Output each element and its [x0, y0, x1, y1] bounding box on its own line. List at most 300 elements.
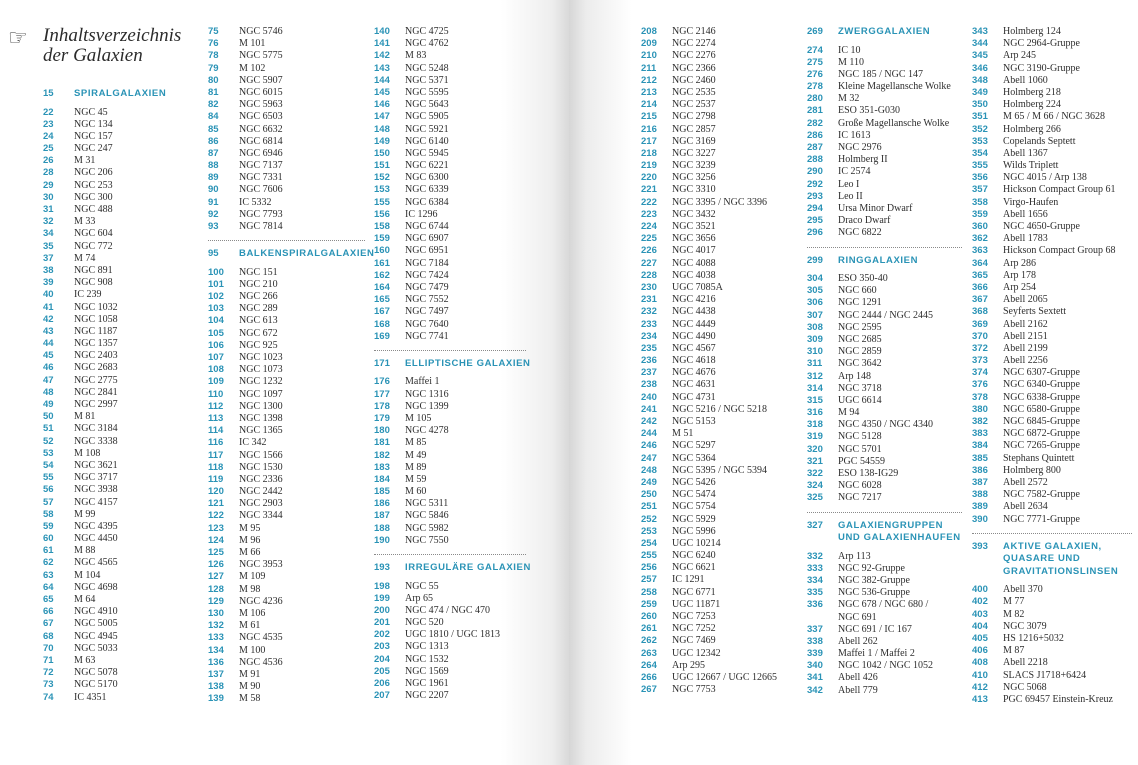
toc-entry[interactable]	[374, 160, 526, 172]
toc-entry[interactable]	[43, 228, 203, 240]
toc-entry[interactable]	[641, 148, 799, 160]
toc-entry[interactable]	[374, 498, 526, 510]
toc-entry[interactable]	[807, 142, 962, 154]
toc-entry[interactable]	[972, 184, 1132, 196]
toc-entry[interactable]	[374, 245, 526, 257]
toc-entry[interactable]	[641, 258, 799, 270]
toc-entry[interactable]	[641, 684, 799, 696]
toc-entry[interactable]	[807, 45, 962, 57]
toc-entry[interactable]	[208, 510, 365, 522]
toc-entry[interactable]	[972, 670, 1132, 682]
toc-entry[interactable]	[208, 26, 365, 38]
toc-entry[interactable]	[208, 172, 365, 184]
toc-entry[interactable]	[374, 654, 526, 666]
toc-entry[interactable]	[374, 331, 526, 343]
toc-entry[interactable]	[641, 672, 799, 684]
toc-entry[interactable]	[43, 155, 203, 167]
toc-entry[interactable]	[208, 209, 365, 221]
toc-entry[interactable]	[972, 50, 1132, 62]
toc-entry[interactable]	[208, 184, 365, 196]
toc-entry[interactable]	[374, 111, 526, 123]
toc-entry[interactable]	[972, 453, 1132, 465]
toc-entry[interactable]	[972, 645, 1132, 657]
toc-entry[interactable]	[208, 523, 365, 535]
toc-entry[interactable]	[208, 99, 365, 111]
toc-entry[interactable]	[374, 99, 526, 111]
toc-entry[interactable]	[43, 521, 203, 533]
toc-entry[interactable]	[43, 484, 203, 496]
toc-entry[interactable]	[972, 306, 1132, 318]
toc-entry[interactable]	[208, 148, 365, 160]
toc-entry[interactable]	[374, 605, 526, 617]
toc-entry[interactable]	[641, 160, 799, 172]
toc-entry[interactable]	[43, 606, 203, 618]
toc-entry[interactable]	[641, 538, 799, 550]
toc-entry[interactable]	[374, 425, 526, 437]
toc-entry[interactable]	[641, 331, 799, 343]
section-heading[interactable]	[208, 248, 375, 261]
toc-entry[interactable]	[972, 657, 1132, 669]
toc-entry[interactable]	[208, 681, 365, 693]
toc-entry[interactable]	[807, 118, 962, 130]
toc-entry[interactable]	[208, 620, 365, 632]
toc-entry[interactable]	[972, 136, 1132, 148]
toc-entry[interactable]	[807, 358, 962, 370]
toc-entry[interactable]	[374, 233, 526, 245]
toc-entry[interactable]	[972, 111, 1132, 123]
toc-entry[interactable]	[43, 533, 203, 545]
toc-entry[interactable]	[374, 413, 526, 425]
toc-entry[interactable]	[807, 383, 962, 395]
toc-entry[interactable]	[374, 437, 526, 449]
toc-entry[interactable]	[972, 609, 1132, 621]
toc-entry[interactable]	[972, 258, 1132, 270]
toc-entry[interactable]	[641, 416, 799, 428]
toc-entry[interactable]	[641, 355, 799, 367]
toc-entry[interactable]	[374, 197, 526, 209]
toc-entry[interactable]	[807, 310, 962, 322]
toc-entry[interactable]	[208, 75, 365, 87]
toc-entry[interactable]	[641, 379, 799, 391]
toc-entry[interactable]	[43, 667, 203, 679]
toc-entry[interactable]	[807, 468, 962, 480]
toc-entry[interactable]	[807, 431, 962, 443]
toc-entry[interactable]	[374, 474, 526, 486]
toc-entry[interactable]	[807, 81, 962, 93]
toc-entry[interactable]	[374, 510, 526, 522]
toc-entry[interactable]	[807, 612, 962, 624]
toc-entry[interactable]	[807, 57, 962, 69]
toc-entry[interactable]	[374, 376, 526, 388]
toc-entry[interactable]	[972, 26, 1132, 38]
toc-entry[interactable]	[972, 428, 1132, 440]
toc-entry[interactable]	[374, 690, 526, 702]
toc-entry[interactable]	[208, 124, 365, 136]
toc-entry[interactable]	[807, 371, 962, 383]
toc-entry[interactable]	[972, 514, 1132, 526]
toc-entry[interactable]	[641, 660, 799, 672]
toc-entry[interactable]	[43, 289, 203, 301]
toc-entry[interactable]	[972, 63, 1132, 75]
toc-entry[interactable]	[972, 404, 1132, 416]
toc-entry[interactable]	[641, 611, 799, 623]
toc-entry[interactable]	[641, 50, 799, 62]
toc-entry[interactable]	[972, 160, 1132, 172]
toc-entry[interactable]	[972, 172, 1132, 184]
toc-entry[interactable]	[641, 26, 799, 38]
toc-entry[interactable]	[807, 203, 962, 215]
toc-entry[interactable]	[641, 233, 799, 245]
toc-entry[interactable]	[374, 523, 526, 535]
toc-entry[interactable]	[208, 535, 365, 547]
toc-entry[interactable]	[972, 148, 1132, 160]
toc-entry[interactable]	[641, 221, 799, 233]
toc-entry[interactable]	[807, 636, 962, 648]
toc-entry[interactable]	[374, 401, 526, 413]
section-heading[interactable]	[43, 88, 203, 101]
toc-entry[interactable]	[807, 563, 962, 575]
toc-entry[interactable]	[43, 375, 203, 387]
toc-entry[interactable]	[208, 450, 365, 462]
toc-entry[interactable]	[972, 489, 1132, 501]
toc-entry[interactable]	[208, 584, 365, 596]
toc-entry[interactable]	[641, 599, 799, 611]
toc-entry[interactable]	[374, 270, 526, 282]
toc-entry[interactable]	[43, 448, 203, 460]
toc-entry[interactable]	[972, 392, 1132, 404]
toc-entry[interactable]	[807, 480, 962, 492]
toc-entry[interactable]	[807, 179, 962, 191]
toc-entry[interactable]	[208, 571, 365, 583]
toc-entry[interactable]	[972, 596, 1132, 608]
toc-entry[interactable]	[43, 131, 203, 143]
toc-entry[interactable]	[43, 570, 203, 582]
toc-entry[interactable]	[807, 69, 962, 81]
toc-entry[interactable]	[43, 362, 203, 374]
toc-entry[interactable]	[807, 407, 962, 419]
toc-entry[interactable]	[374, 535, 526, 547]
toc-entry[interactable]	[43, 423, 203, 435]
toc-entry[interactable]	[807, 624, 962, 636]
toc-entry[interactable]	[807, 456, 962, 468]
toc-entry[interactable]	[43, 655, 203, 667]
toc-entry[interactable]	[374, 617, 526, 629]
toc-entry[interactable]	[641, 136, 799, 148]
toc-entry[interactable]	[972, 465, 1132, 477]
toc-entry[interactable]	[208, 291, 365, 303]
toc-entry[interactable]	[972, 99, 1132, 111]
toc-entry[interactable]	[374, 294, 526, 306]
toc-entry[interactable]	[641, 75, 799, 87]
toc-entry[interactable]	[208, 498, 365, 510]
toc-entry[interactable]	[208, 474, 365, 486]
toc-entry[interactable]	[43, 618, 203, 630]
toc-entry[interactable]	[641, 111, 799, 123]
toc-entry[interactable]	[43, 411, 203, 423]
toc-entry[interactable]	[972, 209, 1132, 221]
toc-entry[interactable]	[43, 253, 203, 265]
toc-entry[interactable]	[807, 130, 962, 142]
toc-entry[interactable]	[807, 215, 962, 227]
toc-entry[interactable]	[641, 428, 799, 440]
toc-entry[interactable]	[208, 632, 365, 644]
toc-entry[interactable]	[43, 192, 203, 204]
toc-entry[interactable]	[641, 514, 799, 526]
toc-entry[interactable]	[641, 367, 799, 379]
toc-entry[interactable]	[374, 593, 526, 605]
toc-entry[interactable]	[972, 633, 1132, 645]
toc-entry[interactable]	[208, 413, 365, 425]
toc-entry[interactable]	[374, 629, 526, 641]
toc-entry[interactable]	[208, 389, 365, 401]
toc-entry[interactable]	[374, 38, 526, 50]
toc-entry[interactable]	[43, 497, 203, 509]
toc-entry[interactable]	[641, 87, 799, 99]
toc-entry[interactable]	[208, 559, 365, 571]
toc-entry[interactable]	[374, 666, 526, 678]
toc-entry[interactable]	[374, 389, 526, 401]
toc-entry[interactable]	[208, 669, 365, 681]
section-heading[interactable]	[374, 562, 531, 575]
toc-entry[interactable]	[807, 227, 962, 239]
toc-entry[interactable]	[641, 124, 799, 136]
toc-entry[interactable]	[807, 191, 962, 203]
toc-entry[interactable]	[807, 154, 962, 166]
toc-entry[interactable]	[641, 623, 799, 635]
toc-entry[interactable]	[641, 587, 799, 599]
toc-entry[interactable]	[641, 465, 799, 477]
toc-entry[interactable]	[972, 621, 1132, 633]
toc-entry[interactable]	[208, 425, 365, 437]
toc-entry[interactable]	[374, 258, 526, 270]
toc-entry[interactable]	[208, 303, 365, 315]
toc-entry[interactable]	[43, 399, 203, 411]
toc-entry[interactable]	[641, 343, 799, 355]
toc-entry[interactable]	[208, 657, 365, 669]
toc-entry[interactable]	[43, 436, 203, 448]
toc-entry[interactable]	[972, 245, 1132, 257]
toc-entry[interactable]	[208, 462, 365, 474]
toc-entry[interactable]	[641, 184, 799, 196]
toc-entry[interactable]	[374, 450, 526, 462]
toc-entry[interactable]	[641, 319, 799, 331]
toc-entry[interactable]	[972, 38, 1132, 50]
toc-entry[interactable]	[208, 63, 365, 75]
toc-entry[interactable]	[374, 148, 526, 160]
toc-entry[interactable]	[972, 221, 1132, 233]
toc-entry[interactable]	[374, 50, 526, 62]
toc-entry[interactable]	[641, 245, 799, 257]
toc-entry[interactable]	[374, 462, 526, 474]
toc-entry[interactable]	[641, 197, 799, 209]
toc-entry[interactable]	[972, 343, 1132, 355]
toc-entry[interactable]	[43, 460, 203, 472]
toc-entry[interactable]	[43, 241, 203, 253]
toc-entry[interactable]	[807, 346, 962, 358]
toc-entry[interactable]	[374, 221, 526, 233]
toc-entry[interactable]	[43, 302, 203, 314]
toc-entry[interactable]	[43, 180, 203, 192]
toc-entry[interactable]	[208, 401, 365, 413]
toc-entry[interactable]	[641, 648, 799, 660]
toc-entry[interactable]	[208, 352, 365, 364]
toc-entry[interactable]	[807, 93, 962, 105]
toc-entry[interactable]	[972, 331, 1132, 343]
section-heading[interactable]	[807, 520, 962, 545]
toc-entry[interactable]	[641, 99, 799, 111]
toc-entry[interactable]	[374, 209, 526, 221]
toc-entry[interactable]	[43, 557, 203, 569]
toc-entry[interactable]	[374, 641, 526, 653]
toc-entry[interactable]	[43, 107, 203, 119]
toc-entry[interactable]	[641, 306, 799, 318]
toc-entry[interactable]	[972, 682, 1132, 694]
toc-entry[interactable]	[972, 124, 1132, 136]
toc-entry[interactable]	[972, 694, 1132, 706]
toc-entry[interactable]	[972, 379, 1132, 391]
toc-entry[interactable]	[208, 315, 365, 327]
toc-entry[interactable]	[972, 233, 1132, 245]
toc-entry[interactable]	[641, 392, 799, 404]
toc-entry[interactable]	[807, 587, 962, 599]
toc-entry[interactable]	[807, 322, 962, 334]
toc-entry[interactable]	[374, 75, 526, 87]
toc-entry[interactable]	[641, 63, 799, 75]
toc-entry[interactable]	[807, 444, 962, 456]
toc-entry[interactable]	[208, 279, 365, 291]
toc-entry[interactable]	[208, 267, 365, 279]
toc-entry[interactable]	[641, 489, 799, 501]
toc-entry[interactable]	[374, 63, 526, 75]
toc-entry[interactable]	[807, 660, 962, 672]
toc-entry[interactable]	[208, 364, 365, 376]
toc-entry[interactable]	[972, 197, 1132, 209]
toc-entry[interactable]	[807, 285, 962, 297]
toc-entry[interactable]	[43, 679, 203, 691]
toc-entry[interactable]	[972, 477, 1132, 489]
toc-entry[interactable]	[641, 501, 799, 513]
toc-entry[interactable]	[374, 306, 526, 318]
toc-entry[interactable]	[43, 509, 203, 521]
toc-entry[interactable]	[43, 326, 203, 338]
toc-entry[interactable]	[807, 492, 962, 504]
toc-entry[interactable]	[641, 574, 799, 586]
toc-entry[interactable]	[641, 635, 799, 647]
toc-entry[interactable]	[43, 167, 203, 179]
toc-entry[interactable]	[374, 124, 526, 136]
toc-entry[interactable]	[43, 643, 203, 655]
toc-entry[interactable]	[972, 416, 1132, 428]
section-heading[interactable]	[807, 255, 962, 268]
toc-entry[interactable]	[208, 197, 365, 209]
toc-entry[interactable]	[43, 265, 203, 277]
toc-entry[interactable]	[807, 273, 962, 285]
toc-entry[interactable]	[208, 87, 365, 99]
toc-entry[interactable]	[208, 111, 365, 123]
toc-entry[interactable]	[807, 419, 962, 431]
toc-entry[interactable]	[208, 608, 365, 620]
toc-entry[interactable]	[43, 631, 203, 643]
toc-entry[interactable]	[374, 282, 526, 294]
toc-entry[interactable]	[807, 575, 962, 587]
toc-entry[interactable]	[43, 692, 203, 704]
toc-entry[interactable]	[43, 216, 203, 228]
toc-entry[interactable]	[641, 172, 799, 184]
toc-entry[interactable]	[208, 340, 365, 352]
toc-entry[interactable]	[374, 26, 526, 38]
toc-entry[interactable]	[641, 270, 799, 282]
toc-entry[interactable]	[641, 282, 799, 294]
toc-entry[interactable]	[43, 472, 203, 484]
toc-entry[interactable]	[641, 440, 799, 452]
toc-entry[interactable]	[43, 314, 203, 326]
section-heading[interactable]	[807, 26, 962, 39]
toc-entry[interactable]	[807, 599, 962, 611]
toc-entry[interactable]	[972, 355, 1132, 367]
toc-entry[interactable]	[972, 270, 1132, 282]
toc-entry[interactable]	[641, 562, 799, 574]
toc-entry[interactable]	[43, 338, 203, 350]
toc-entry[interactable]	[374, 87, 526, 99]
toc-entry[interactable]	[807, 166, 962, 178]
toc-entry[interactable]	[972, 367, 1132, 379]
toc-entry[interactable]	[208, 160, 365, 172]
toc-entry[interactable]	[641, 550, 799, 562]
toc-entry[interactable]	[807, 648, 962, 660]
toc-entry[interactable]	[374, 581, 526, 593]
toc-entry[interactable]	[972, 501, 1132, 513]
toc-entry[interactable]	[972, 87, 1132, 99]
toc-entry[interactable]	[208, 547, 365, 559]
toc-entry[interactable]	[208, 693, 365, 705]
toc-entry[interactable]	[807, 105, 962, 117]
toc-entry[interactable]	[208, 221, 365, 233]
toc-entry[interactable]	[43, 387, 203, 399]
toc-entry[interactable]	[43, 350, 203, 362]
toc-entry[interactable]	[208, 376, 365, 388]
toc-entry[interactable]	[43, 545, 203, 557]
toc-entry[interactable]	[972, 75, 1132, 87]
toc-entry[interactable]	[641, 294, 799, 306]
toc-entry[interactable]	[208, 596, 365, 608]
toc-entry[interactable]	[972, 584, 1132, 596]
section-heading[interactable]	[972, 541, 1132, 579]
toc-entry[interactable]	[807, 395, 962, 407]
toc-entry[interactable]	[43, 143, 203, 155]
toc-entry[interactable]	[374, 486, 526, 498]
toc-entry[interactable]	[374, 678, 526, 690]
section-heading[interactable]	[374, 357, 531, 371]
toc-entry[interactable]	[807, 685, 962, 697]
toc-entry[interactable]	[641, 38, 799, 50]
toc-entry[interactable]	[208, 38, 365, 50]
toc-entry[interactable]	[641, 526, 799, 538]
toc-entry[interactable]	[43, 119, 203, 131]
toc-entry[interactable]	[208, 328, 365, 340]
toc-entry[interactable]	[374, 319, 526, 331]
toc-entry[interactable]	[972, 440, 1132, 452]
toc-entry[interactable]	[972, 294, 1132, 306]
toc-entry[interactable]	[641, 453, 799, 465]
toc-entry[interactable]	[43, 594, 203, 606]
toc-entry[interactable]	[43, 582, 203, 594]
toc-entry[interactable]	[807, 672, 962, 684]
toc-entry[interactable]	[43, 277, 203, 289]
toc-entry[interactable]	[374, 136, 526, 148]
toc-entry[interactable]	[807, 551, 962, 563]
toc-entry[interactable]	[641, 404, 799, 416]
toc-entry[interactable]	[208, 486, 365, 498]
